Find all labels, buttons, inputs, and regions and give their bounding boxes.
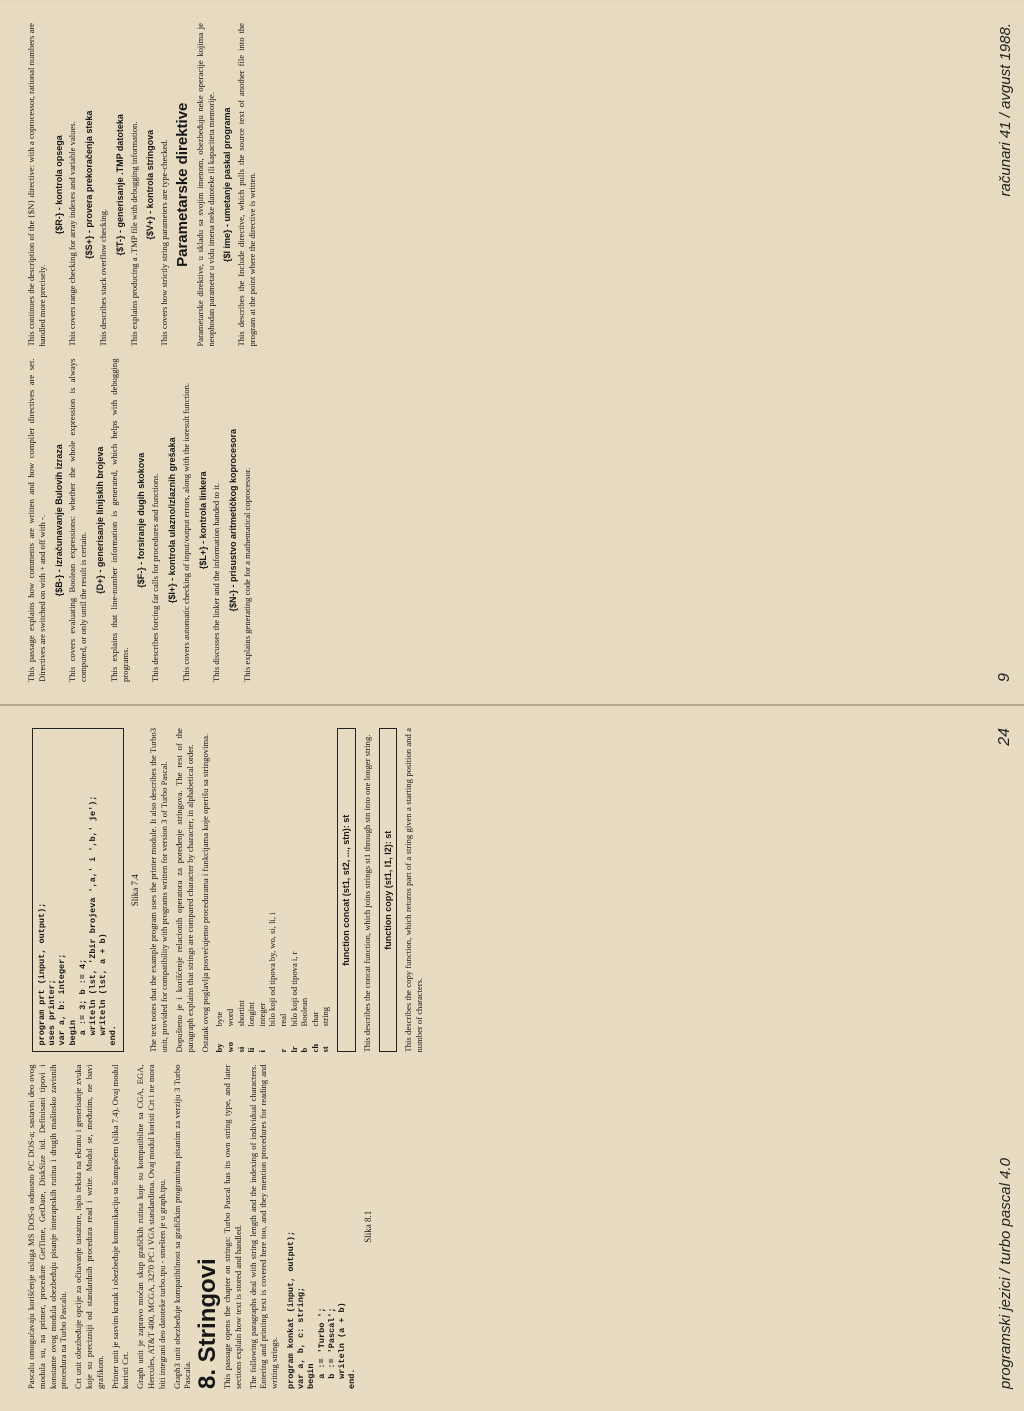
paragraph: Graph3 unit obezbeđuje kompatibilnost sa grafičkim programima pisanim za verziju 3 Turbo Pascala. (171, 1064, 193, 1389)
paragraph: This covers how strictly string parameters are type-checked. (159, 139, 170, 347)
paragraph: This describes the concat function, which joins strings st1 through stn into one longer string. (361, 734, 372, 1053)
type-abbreviation-list (214, 728, 331, 1053)
subsection-title: {$L+} - kontrola linkera (197, 471, 208, 570)
running-footer: računari 41 / avgust 1988. (996, 23, 1014, 197)
function-signature-copy: function copy (st1, l1, l2): st (379, 728, 398, 1053)
paragraph: Printer unit je sasvim kratak i obezbeđuje komunikaciju sa štampačem (slika 7.4). Ovaj modul koristi Crt. (109, 1064, 131, 1389)
paragraph: The text notes that the example program uses the printer module. It also describes the Turbo3 unit, provided for compatibility with programs written for version 3 of Turbo Pascal. (148, 728, 170, 1053)
list-item: lr bilo koji od tipova i, r (288, 951, 299, 1053)
right-page-footer (996, 23, 1014, 682)
list-item: si shortint (235, 1000, 246, 1053)
list-item: ch char (309, 1011, 320, 1053)
list-item: st string (320, 1006, 331, 1053)
figure-caption: Slika 7.4 (129, 874, 140, 907)
code-listing-prt: program prt (input, output); uses printer; var a, b: integer; begin a := 3; b := 4; writeln (lst, 'Zbir brojeva ',a,' i ',b,' je'); writeln (lst, a + b) end. (32, 728, 124, 1053)
left-page (0, 706, 1024, 1411)
paragraph: This covers evaluating Boolean expressions: whether the whole expression is always computed, or only until the result is certain. (67, 358, 89, 682)
page-number: 9 (996, 673, 1013, 682)
paragraph: This covers automatic checking of input/output errors, along with the ioresult function. (180, 382, 191, 682)
paragraph: Parametarske direktive, u skladu sa svojim imenom, obezbeđuju neke operacije kojima je neophodan parametar u vidu imena neke datoteke ili kapaciteta memorije. (194, 23, 216, 347)
page-number: 24 (996, 728, 1013, 746)
paragraph: Ostatak ovog poglavlja posvećujemo procedurama i funkcijama koje operišu sa stringovima. (199, 733, 210, 1053)
paragraph: Crt unit obezbeđuje opcije za očitavanje tastature, ispis teksta na ekranu i generisanje zvuka koje su precizniji od standardnih procedura read i write. Modul se, međutim, ne bavi grafikom. (73, 1064, 105, 1389)
list-item: li longint (246, 1002, 257, 1053)
subsection-title: {$V+} - kontrola stringova (145, 129, 156, 240)
paragraph: Dopušteno je i korišćenje relacionih operatora za poređenje stringova. The rest of the paragraph explains that strings are compared character by character, in alphabetical order. (174, 728, 195, 1053)
figure-caption: Slika 8.1 (363, 1210, 374, 1243)
list-item: bilo koji od tipova by, wo, si, li, i (267, 912, 278, 1027)
paragraph: The following paragraphs deal with string length and the indexing of individual characters. Entering and printing text is covered here too, and they mention procedures for reading and writing strings. (247, 1064, 280, 1389)
paragraph: This passage opens the chapter on strings: Turbo Pascal has its own string type, and later sections explain how text is stored and handled. (221, 1064, 243, 1389)
list-item: b Boolean (299, 997, 310, 1053)
section-title-parametric-directives: Parametarske direktive (173, 102, 191, 267)
paragraph: This describes the Include directive, which pulls the source text of another file into the program at the point where the directive is written. (236, 23, 257, 347)
paragraph: Pascalu omogućavaju korišćenje usluga MS DOS-a odnosno PC DOS-a; sastavni deo ovog modula su, na primer, procedure GetTime, GetDate, DiskSize itd. Definisani tipovi i konstante ovog modula obezbeđuju pisanje interaptskih rutina i drugih mašinsko zavisnih procedura na Turbo Pascalu. (26, 1064, 69, 1389)
paragraph: This explains producing a .TMP file with debugging information. (128, 121, 139, 347)
right-page (0, 1, 1024, 706)
left-page-column-1 (26, 1065, 966, 1390)
list-item: wo word (225, 1008, 235, 1053)
paragraph: This explains generating code for a mathematical coprocessor. (241, 467, 252, 682)
left-page-column-2 (26, 728, 966, 1053)
section-title-strings: 8. Stringovi (194, 1258, 222, 1389)
list-item: by byte (214, 1011, 225, 1053)
paragraph: This describes stack overflow checking. (97, 208, 108, 347)
subsection-title: {$I+} - kontrola ulazno/izlaznih grešaka (166, 437, 177, 604)
subsection-title: {$R-} - kontrola opsega (53, 135, 64, 235)
function-signature-concat: function concat (st1, st2, ..., stn): st (337, 728, 356, 1053)
right-page-column-1 (26, 359, 966, 683)
subsection-title: {D+} - generisanje linijskih brojeva (94, 446, 105, 594)
paragraph: This describes the copy function, which returns part of a string given a starting position and a number of characters. (403, 728, 425, 1053)
subsection-title: {$B-} - izračunavanje Bulovih izraza (53, 444, 64, 597)
subsection-title: {$N-} - prisustvo aritmetičkog koprocesora (228, 428, 239, 612)
paragraph: This passage explains how comments are written and how compiler directives are set. Directives are switched on with + and off with -. (26, 358, 47, 682)
paragraph: This discusses the linker and the information handed to it. (211, 482, 222, 682)
paragraph: This describes forcing far calls for procedures and functions. (150, 473, 161, 682)
subsection-title: {$I ime} - umetanje paskal programa (222, 107, 233, 263)
paragraph: This explains that line-number information is generated, which helps with debugging programs. (108, 358, 130, 682)
subsection-title: {$F-} - forsiranje dugih skokova (136, 452, 147, 588)
list-item: i integer (256, 1002, 267, 1053)
paragraph: This covers range checking for array indexes and variable values. (67, 121, 78, 347)
right-page-column-2 (26, 23, 966, 347)
paragraph: This continues the description of the {$N} directive: with a coprocessor, rational numbers are handled more precisely. (26, 23, 47, 347)
paragraph: Graph unit je zapravo moćan skup grafičkih rutina koje su kompatibilne sa CGA, EGA, Hercules, AT&T 400, MCGA, 3270 PC i VGA standardima. Ovaj modul koristi Crt i ne mora biti integrani deo datoteke turbo.tpu - smešten je u graph.tpu. (135, 1064, 167, 1389)
subsection-title: {$S+} - provera prekoračenja steka (84, 110, 95, 259)
code-listing-konkat: program konkat (input, output); var a, b, c: string; begin a := 'Turbo '; b := 'Pascal'; writeln (a + b) end. (285, 1230, 358, 1389)
left-page-footer (996, 728, 1014, 1389)
list-item: r real (277, 1013, 288, 1053)
running-footer: programski jezici / turbo pascal 4.0 (996, 1158, 1014, 1389)
subsection-title: {$T-} - generisanje .TMP datoteka (114, 114, 125, 256)
